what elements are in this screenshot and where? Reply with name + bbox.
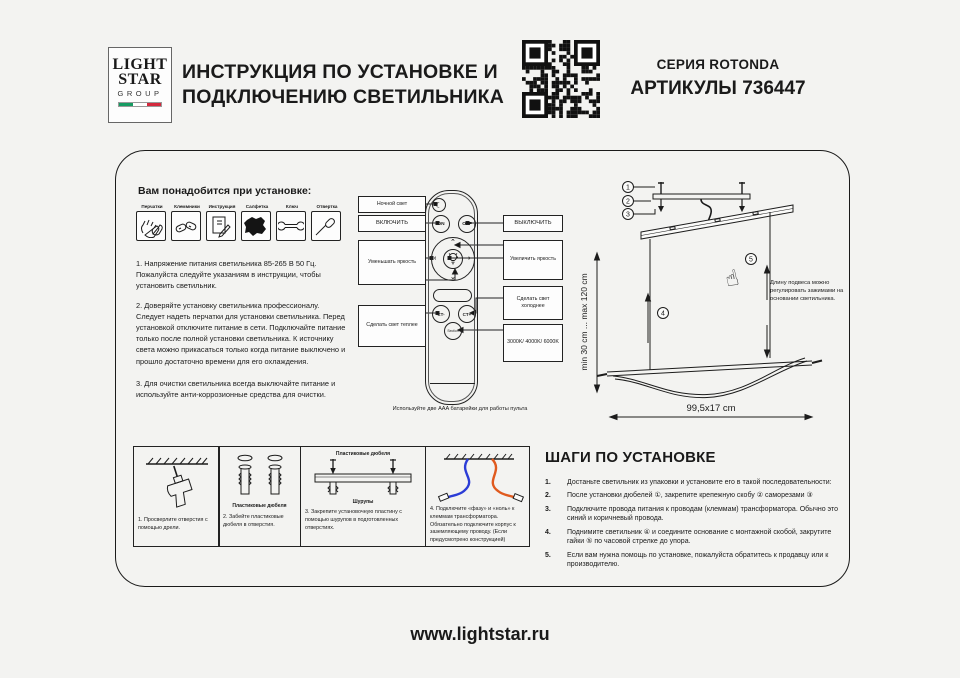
logo-group-text: GROUP [117, 89, 163, 98]
step-text: Поднимите светильник ④ и соедините основание с монтажной скобой, закрутите гайки ⑤ по часовой стрелке до упора. [567, 528, 832, 546]
note-paragraph: 2. Доверяйте установку светильника профессионалу. Следует надеть перчатки для установки светильника. Перед установкой отключите питание в сети. Подключайте питание только после полной установки светильника. К источнику света можно прикасаться только когда питание выключено и прошло достаточно времени для его охлаждения. [136, 301, 346, 366]
tool-item: Отвертка [311, 204, 343, 241]
callout-5: 5 [749, 256, 753, 264]
napkin-icon [241, 211, 271, 241]
remote-label-kelvin: 3000K/ 4000K/ 6000K [503, 324, 563, 362]
qr-code [522, 40, 600, 118]
tool-item: Инструкция [206, 204, 238, 241]
page-title: ИНСТРУКЦИЯ ПО УСТАНОВКЕ И ПОДКЛЮЧЕНИЮ СВЕТИЛЬНИКА [182, 61, 505, 109]
install-steps-heading: ШАГИ ПО УСТАНОВКЕ [545, 449, 716, 466]
step-text: Подключите провода питания к проводам (клеммам) трансформатора. Обычно это синий и коричневый провода. [567, 505, 838, 523]
ct-plus-button[interactable]: CT+ [458, 305, 476, 323]
step-number: 4. [545, 528, 551, 536]
install-steps-list [545, 478, 845, 570]
note-paragraph: 1. Напряжение питания светильника 85-265 В 50 Гц. Пожалуйста следуйте указаниям в инструкции, чтобы установить светильник. [136, 259, 321, 291]
tool-item: Ключ [276, 204, 308, 241]
arrow-left-icon[interactable]: ‹ [434, 255, 437, 262]
tool-item: Перчатки [136, 204, 168, 241]
on-button[interactable]: ON [432, 215, 450, 233]
note-paragraph: 3. Для очистки светильника всегда выключайте питание и используйте анти-коррозионные средства для очистки. [136, 379, 336, 400]
step-number: 5. [545, 551, 551, 559]
italian-flag-icon [118, 102, 162, 107]
hand-icon: ☝ [722, 264, 742, 292]
battery-note: Используйте две AAA батарейки для работы пульта [392, 406, 528, 412]
step-text: Если вам нужна помощь по установке, пожалуйста обратитесь к продавцу или к производителю. [567, 551, 829, 569]
step-number: 1. [545, 479, 551, 486]
off-button[interactable]: OFF [458, 215, 476, 233]
step-text: После установки дюбелей ①, закрепите крепежную скобу ② саморезами ③ [567, 492, 813, 500]
step-box-3: Пластиковые дюбеля Шурупы 3. Закрепите установочную пластину с помощью шурупов в подготовленных отверстиях. [300, 446, 426, 547]
section-button[interactable]: Section [444, 322, 462, 340]
callout-1: 1 [626, 184, 630, 192]
manual-icon [206, 211, 236, 241]
logo-text: LIGHT [112, 56, 168, 73]
night-light-button[interactable] [432, 198, 446, 212]
remote-label-warmer: Сделать свет теплее [358, 305, 426, 347]
battery-cover-line [430, 383, 475, 384]
screwdriver-icon [311, 211, 341, 241]
remote-label-dim: Уменьшать яркость [358, 240, 426, 285]
remote-label-off: ВЫКЛЮЧИТЬ [503, 215, 563, 232]
remote-label-on: ВКЛЮЧИТЬ [358, 215, 426, 232]
arrow-up-icon[interactable]: ⌃ [450, 239, 456, 246]
step-box-2: Пластиковые дюбеля 2. Забейте пластиковые дюбеля в отверстия. [218, 446, 301, 547]
logo-text: STAR [118, 71, 162, 88]
step-number: 3. [545, 505, 551, 513]
plate-illustration [305, 457, 421, 499]
tool-item: Салфетка [241, 204, 273, 241]
remote-label-brighten: Увеличить яркость [503, 240, 563, 280]
height-range-label: min 30 cm ... max 120 cm [579, 273, 589, 371]
remote-label-cooler: Сделать свет холоднее [503, 286, 563, 320]
drill-illustration [138, 451, 215, 509]
gloves-icon [136, 211, 166, 241]
moon-icon: ☾ [435, 200, 443, 210]
step-text: Достаньте светильник из упаковки и установите его в такой последовательности: [567, 479, 832, 486]
dowels-illustration [223, 451, 296, 501]
remote-label-night: Ночной свет [358, 196, 426, 213]
tool-item: Клеммники [171, 204, 203, 241]
series-label: СЕРИЯ ROTONDA [656, 57, 780, 72]
remote-control [425, 190, 478, 405]
website-url: www.lightstar.ru [410, 624, 550, 644]
lightstar-logo [108, 47, 172, 123]
wires-illustration [430, 451, 525, 503]
terminals-icon [171, 211, 201, 241]
step-number: 2. [545, 492, 551, 500]
size-label: 99,5x17 cm [686, 403, 736, 414]
tools-row [136, 204, 343, 241]
ct-minus-button[interactable]: CT- [432, 305, 450, 323]
step-box-1: 1. Просверлите отверстия с помощью дрели. [133, 446, 220, 547]
callout-3: 3 [626, 211, 630, 219]
bulb-icon [443, 249, 463, 269]
adjust-note: Длину подвеса можно регулировать зажимами на основании светильника. [770, 280, 844, 303]
callout-4: 4 [661, 310, 665, 318]
article-number: АРТИКУЛЫ 736447 [630, 78, 806, 99]
callout-2: 2 [626, 198, 630, 206]
wrench-icon [276, 211, 306, 241]
arrow-right-icon[interactable]: › [468, 255, 471, 262]
arrow-down-icon[interactable]: ⌄ [450, 274, 456, 281]
tools-heading: Вам понадобится при установке: [138, 185, 312, 197]
remote-display [433, 289, 472, 302]
step-box-4: 4. Подключите «фазу» и «ноль» к клеммам трансформатора. Обязательно подключите корпус к заземляющему проводу. (Если предусмотрено конструкцией) [425, 446, 530, 547]
